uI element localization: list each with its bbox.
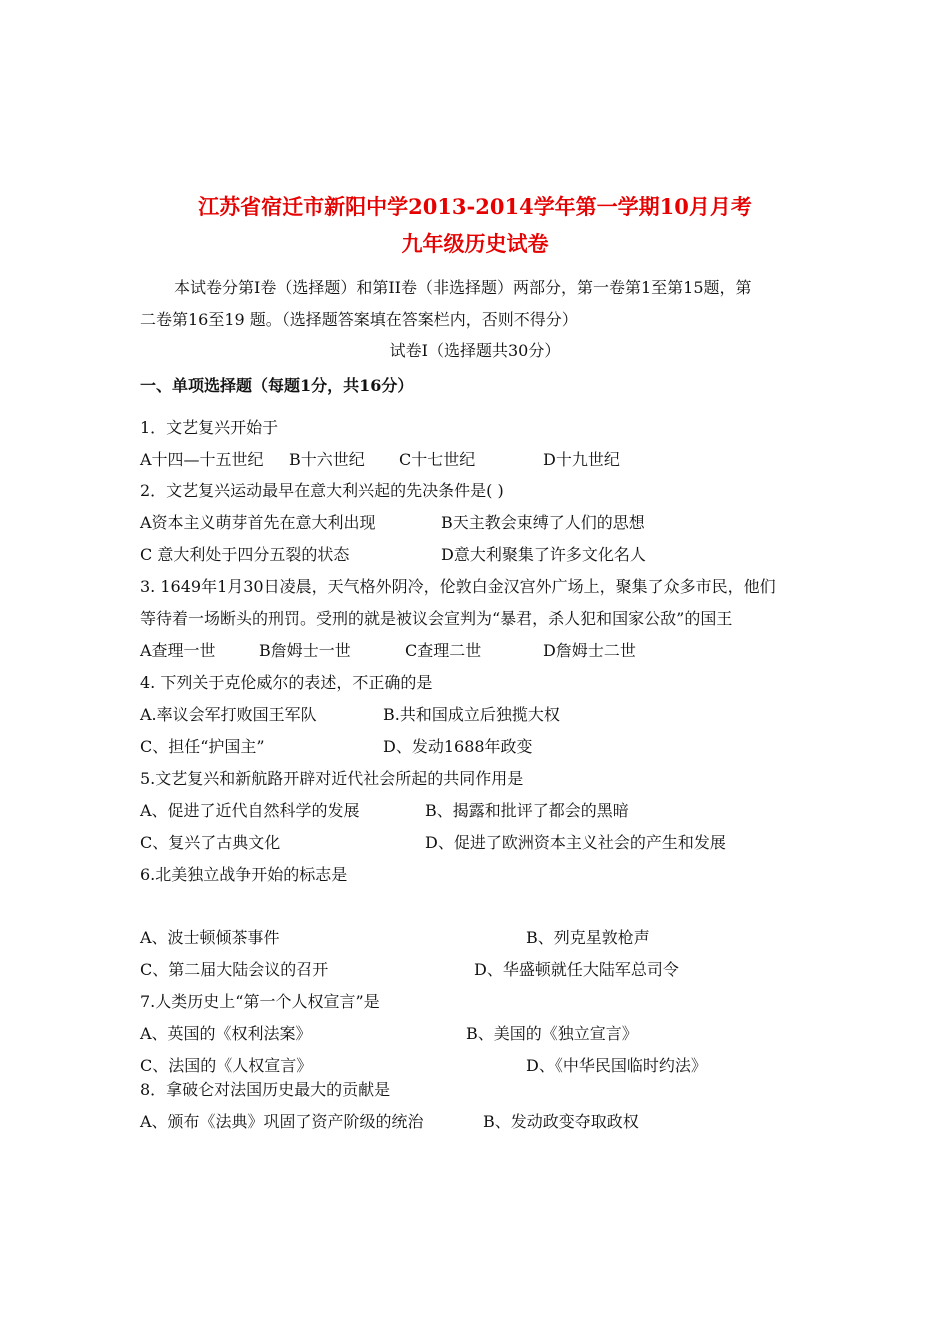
- question-7-option-c: C、法国的《人权宣言》: [140, 1056, 313, 1075]
- question-2-option-d: D意大利聚集了许多文化名人: [441, 545, 646, 564]
- question-5-option-a: A、促进了近代自然科学的发展: [140, 801, 360, 820]
- question-3-option-a: A查理一世: [140, 641, 216, 660]
- question-4-option-a: A.率议会军打败国王军队: [140, 705, 317, 724]
- question-4-option-c: C、担任“护国主”: [140, 737, 265, 756]
- question-3-stem-line1: 3. 1649年1月30日凌晨，天气格外阴冷，伦敦白金汉宫外广场上，聚集了众多市民，他们: [140, 577, 776, 596]
- exam-title-line2: 九年级历史试卷: [401, 231, 549, 256]
- question-5-option-d: D、促进了欧洲资本主义社会的产生和发展: [425, 833, 726, 852]
- question-6-option-a: A、波士顿倾茶事件: [140, 928, 280, 947]
- question-7-option-d: D、《中华民国临时约法》: [526, 1056, 707, 1075]
- question-8-option-a: A、颁布《法典》巩固了资产阶级的统治: [140, 1112, 424, 1131]
- question-2-option-a: A资本主义萌芽首先在意大利出现: [140, 513, 376, 532]
- question-3-option-d: D詹姆士二世: [543, 641, 636, 660]
- question-4-stem: 4. 下列关于克伦威尔的表述，不正确的是: [140, 673, 433, 692]
- question-3-option-b: B詹姆士一世: [259, 641, 351, 660]
- question-5-option-c: C、复兴了古典文化: [140, 833, 281, 852]
- question-2-option-c: C 意大利处于四分五裂的状态: [140, 545, 350, 564]
- question-8-option-b: B、发动政变夺取政权: [483, 1112, 639, 1131]
- question-7-option-a: A、英国的《权利法案》: [140, 1024, 312, 1043]
- question-1-option-d: D十九世纪: [543, 450, 620, 469]
- question-7-option-b: B、美国的《独立宣言》: [466, 1024, 638, 1043]
- intro-line1: 本试卷分第I卷（选择题）和第II卷（非选择题）两部分，第一卷第1至第15题，第: [174, 278, 752, 297]
- question-3-stem-line2: 等待着一场断头的刑罚。受刑的就是被议会宣判为“暴君，杀人犯和国家公敌”的国王: [140, 609, 733, 628]
- question-1-stem: 1．文艺复兴开始于: [140, 418, 279, 437]
- question-2-stem: 2．文艺复兴运动最早在意大利兴起的先决条件是( ): [140, 481, 504, 500]
- question-3-option-c: C查理二世: [405, 641, 482, 660]
- question-5-stem: 5.文艺复兴和新航路开辟对近代社会所起的共同作用是: [140, 769, 524, 788]
- exam-title-line1: 江苏省宿迁市新阳中学2013-2014学年第一学期10月月考: [198, 194, 752, 219]
- question-6-stem: 6.北美独立战争开始的标志是: [140, 865, 348, 884]
- question-1-option-c: C十七世纪: [399, 450, 476, 469]
- question-6-option-c: C、第二届大陆会议的召开: [140, 960, 329, 979]
- question-6-option-b: B、列克星敦枪声: [526, 928, 650, 947]
- section-heading: 一、单项选择题（每题1分，共16分）: [140, 376, 414, 395]
- question-7-stem: 7.人类历史上“第一个人权宣言”是: [140, 992, 380, 1011]
- question-4-option-b: B.共和国成立后独揽大权: [383, 705, 560, 724]
- question-5-option-b: B、揭露和批评了都会的黑暗: [425, 801, 629, 820]
- question-4-option-d: D、发动1688年政变: [383, 737, 533, 756]
- question-8-stem: 8．拿破仑对法国历史最大的贡献是: [140, 1080, 391, 1099]
- intro-line2: 二卷第16至19 题。（选择题答案填在答案栏内，否则不得分）: [140, 310, 578, 329]
- question-1-option-a: A十四—十五世纪: [140, 450, 264, 469]
- question-1-option-b: B十六世纪: [289, 450, 365, 469]
- paper-label: 试卷I（选择题共30分）: [389, 341, 561, 360]
- question-6-option-d: D、华盛顿就任大陆军总司令: [474, 960, 679, 979]
- question-2-option-b: B天主教会束缚了人们的思想: [441, 513, 645, 532]
